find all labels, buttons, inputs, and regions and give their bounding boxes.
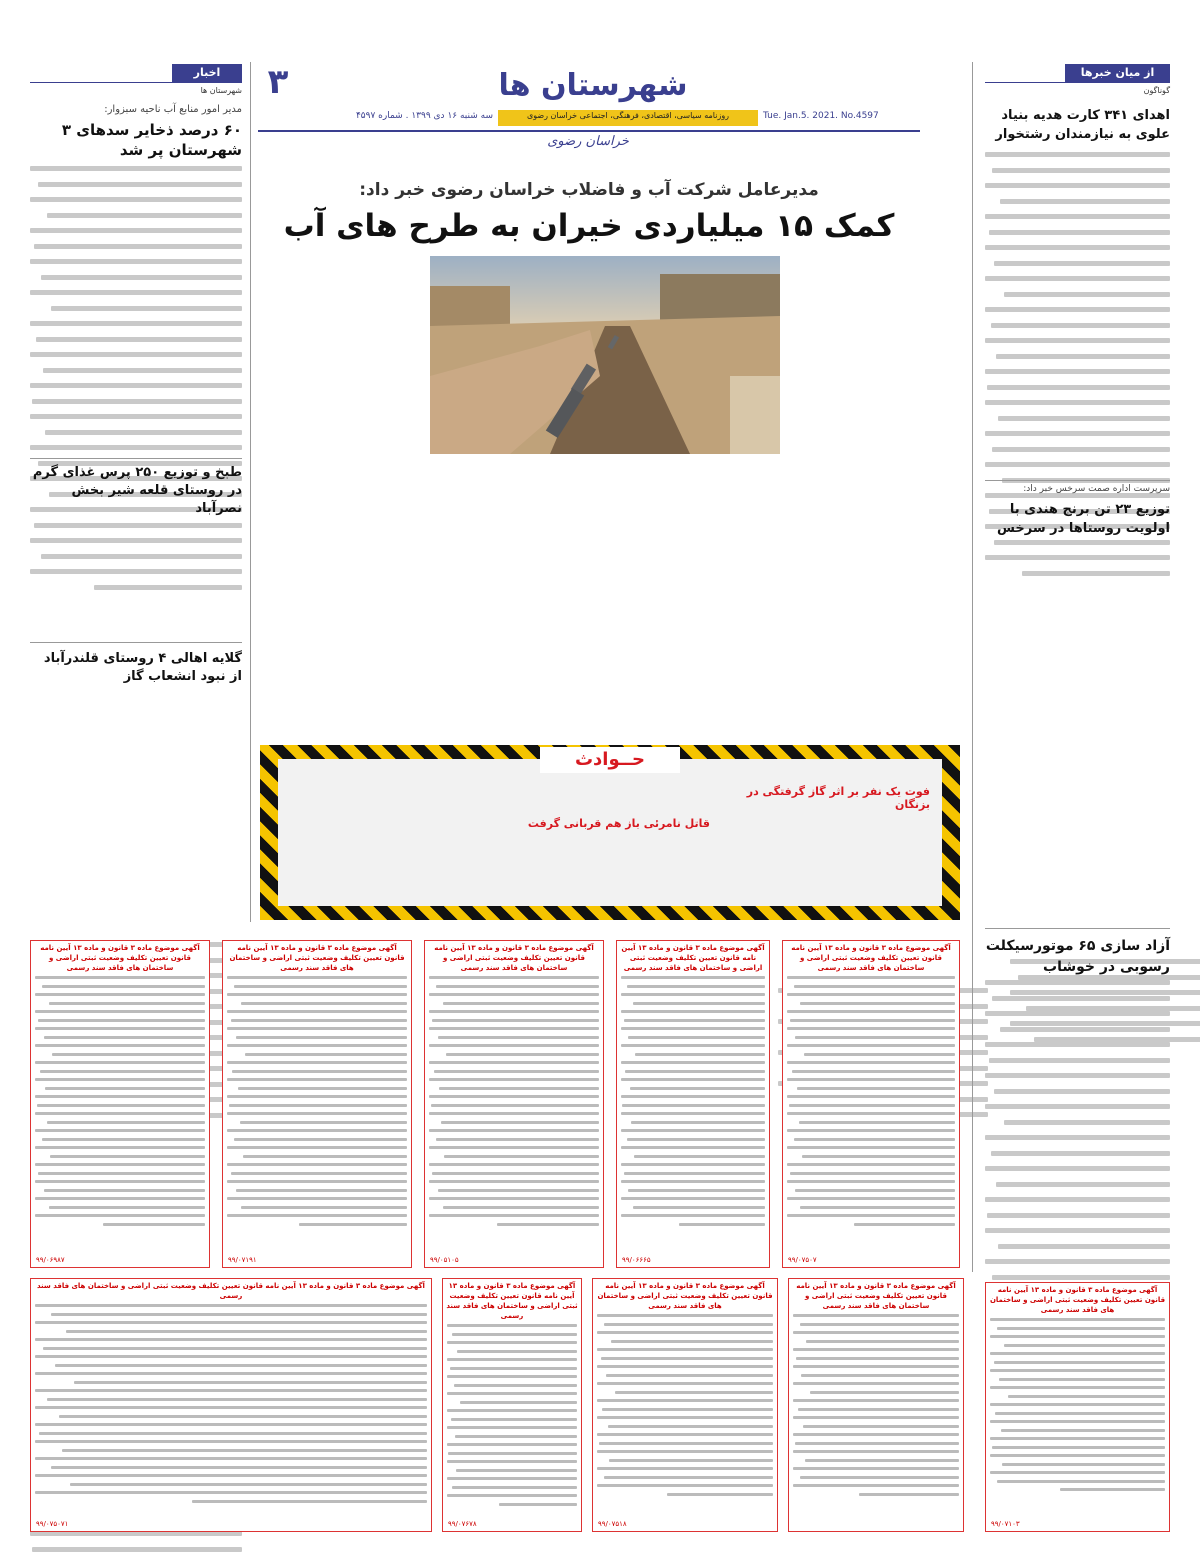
left-story1-text bbox=[30, 166, 242, 590]
masthead-rule bbox=[258, 130, 920, 132]
accident-story-2-title: قاتل نامرئی باز هم قربانی گرفت bbox=[527, 817, 710, 830]
legal-ad-1-title: آگهی موضوع ماده ۳ قانون و ماده ۱۳ آیین نامه قانون تعیین تکلیف وضعیت ثبتی اراضی و ساختمان های فاقد سند رسمی bbox=[40, 944, 200, 972]
right-story1-title: اهدای ۳۴۱ کارت هدیه بنیاد علوی به نیازمندان رشتخوار bbox=[995, 108, 1170, 142]
legal-ad-7-title: آگهی موضوع ماده ۳ قانون و ماده ۱۳ آیین نامه قانون تعیین تکلیف وضعیت ثبتی اراضی و ساختمان های فاقد سند رسمی bbox=[446, 1282, 578, 1320]
legal-ad-1 bbox=[30, 940, 210, 1268]
masthead bbox=[258, 62, 920, 172]
accidents-banner: حــوادث bbox=[540, 747, 680, 773]
section-title: شهرستان ها bbox=[498, 68, 688, 103]
accidents-inner bbox=[278, 759, 942, 906]
accident-story-1-title: فوت یک نفر بر اثر گاز گرفتگی در بزنگان bbox=[746, 785, 930, 811]
legal-ad-3 bbox=[424, 940, 604, 1268]
pipeline-photo bbox=[430, 256, 780, 454]
masthead-date-fa: سه شنبه ۱۶ دی ۱۳۹۹ . شماره ۴۵۹۷ bbox=[355, 111, 493, 121]
legal-ad-2-title: آگهی موضوع ماده ۳ قانون و ماده ۱۳ آیین نامه قانون تعیین تکلیف وضعیت ثبتی اراضی و ساختمان های فاقد سند رسمی bbox=[229, 944, 405, 972]
page-number: ۳ bbox=[267, 62, 289, 102]
legal-ad-2 bbox=[222, 940, 412, 1268]
legal-ad-8 bbox=[592, 1278, 778, 1532]
left-tag: اخبار bbox=[172, 64, 242, 82]
legal-ad-8-code: ۹۹/۰۷۵۱۸ bbox=[598, 1520, 627, 1528]
legal-ad-9 bbox=[788, 1278, 964, 1532]
legal-ad-6-code: ۹۹/۰۷۵۰۷۱ bbox=[36, 1520, 69, 1528]
masthead-date-en: Tue. Jan.5. 2021. No.4597 bbox=[763, 111, 879, 121]
legal-ad-4 bbox=[616, 940, 770, 1268]
right-story2-kicker: سرپرست اداره صمت سرخس خبر داد: bbox=[1023, 484, 1170, 494]
legal-ad-5 bbox=[782, 940, 960, 1268]
masthead-subtitle: روزنامه سیاسی، اقتصادی، فرهنگی، اجتماعی خراسان رضوی bbox=[526, 111, 730, 120]
right-column bbox=[985, 62, 1170, 1272]
legal-ad-3-code: ۹۹/۰۵۱۰۵ bbox=[430, 1256, 459, 1264]
legal-ad-2-code: ۹۹/۰۷۱۹۱ bbox=[228, 1256, 257, 1264]
left-column bbox=[30, 62, 242, 922]
legal-ad-6 bbox=[30, 1278, 432, 1532]
legal-ad-1-code: ۹۹/۰۶۹۸۷ bbox=[36, 1256, 65, 1264]
left-story1-title: ۶۰ درصد ذخایر سدهای ۳ شهرستان پر شد bbox=[61, 121, 242, 159]
legal-ad-4-title: آگهی موضوع ماده ۳ قانون و ماده ۱۳ آیین نامه قانون تعیین تکلیف وضعیت ثبتی اراضی و ساختمان های فاقد سند رسمی bbox=[621, 944, 765, 972]
right-story2-title: توزیع ۲۳ تن برنج هندی با اولویت روستاها در سرخس bbox=[997, 502, 1170, 536]
right-tag: از میان خبرها bbox=[1065, 64, 1170, 82]
legal-ad-5-code: ۹۹/۰۷۵۰۷ bbox=[788, 1256, 817, 1264]
legal-ad-7-code: ۹۹/۰۷۶۷۸ bbox=[448, 1520, 477, 1528]
legal-ad-9-title: آگهی موضوع ماده ۳ قانون و ماده ۱۳ آیین نامه قانون تعیین تکلیف وضعیت ثبتی اراضی و ساختمان های فاقد سند رسمی bbox=[796, 1282, 956, 1310]
legal-ad-10-title: آگهی موضوع ماده ۳ قانون و ماده ۱۳ آیین نامه قانون تعیین تکلیف وضعیت ثبتی اراضی و ساختمان های فاقد سند رسمی bbox=[989, 1286, 1166, 1314]
main-headline: کمک ۱۵ میلیاردی خیران به طرح های آب bbox=[283, 208, 895, 244]
left-story1-kicker: مدیر امور منابع آب ناحیه سبزوار: bbox=[104, 104, 242, 115]
left-tag-sub: شهرستان ها bbox=[200, 86, 242, 95]
legal-ad-10 bbox=[985, 1282, 1170, 1532]
legal-ad-8-title: آگهی موضوع ماده ۳ قانون و ماده ۱۳ آیین نامه قانون تعیین تکلیف وضعیت ثبتی اراضی و ساختمان های فاقد سند رسمی bbox=[597, 1282, 773, 1310]
legal-ad-10-code: ۹۹/۰۷۱۰۳ bbox=[991, 1520, 1020, 1528]
right-tag-sub: گوناگون bbox=[1143, 86, 1170, 95]
left-story2-title: طبخ و توزیع ۲۵۰ پرس غذای گرم در روستای قلعه شیر بخش نصرآباد bbox=[32, 465, 242, 516]
main-kicker: مدیرعامل شرکت آب و فاضلاب خراسان رضوی خبر داد: bbox=[359, 180, 819, 200]
legal-ad-7 bbox=[442, 1278, 582, 1532]
legal-ad-5-title: آگهی موضوع ماده ۳ قانون و ماده ۱۳ آیین نامه قانون تعیین تکلیف وضعیت ثبتی اراضی و ساختمان های فاقد سند رسمی bbox=[791, 944, 951, 972]
legal-ad-6-title: آگهی موضوع ماده ۳ قانون و ماده ۱۳ آیین نامه قانون تعیین تکلیف وضعیت ثبتی اراضی و ساختمان های فاقد سند رسمی bbox=[37, 1282, 425, 1300]
newspaper-logo: خراسان رضوی bbox=[547, 134, 629, 149]
right-story3-title: آزاد سازی ۶۵ موتورسیکلت رسوبی در خوشاب bbox=[985, 938, 1170, 975]
left-story3-title: گلایه اهالی ۴ روستای قلندرآباد از نبود انشعاب گاز bbox=[43, 651, 242, 684]
accidents-box bbox=[260, 745, 960, 920]
legal-ad-3-title: آگهی موضوع ماده ۳ قانون و ماده ۱۳ آیین نامه قانون تعیین تکلیف وضعیت ثبتی اراضی و ساختمان های فاقد سند رسمی bbox=[434, 944, 594, 972]
legal-ad-4-code: ۹۹/۰۶۶۶۵ bbox=[622, 1256, 651, 1264]
